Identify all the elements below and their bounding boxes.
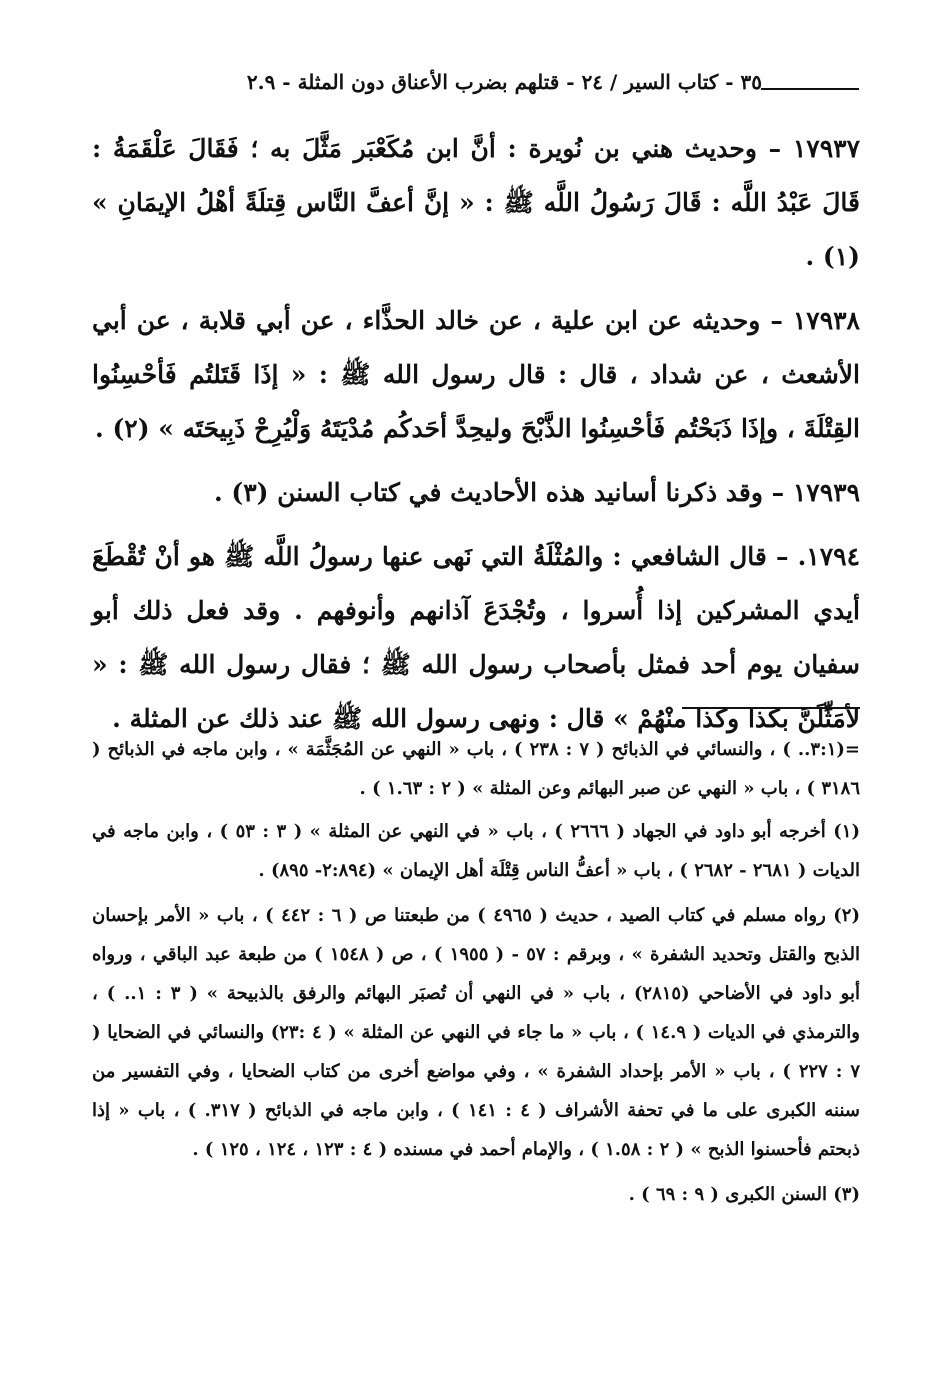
paragraph-text: – قال الشافعي : والمُثْلَةُ التي نَهى عنها رسولُ اللَّه ﷺ هو أنْ تُقْطَعَ أيدي المشركين إذا أُسروا ، وتُجْدَعَ آذانهم وأنوفهم . وقد فعل ذلك أبو سفيان يوم أحد فمثل بأصحاب رسول الله ﷺ ؛ فقال رسول الله ﷺ : « لأمَثِّلَنَّ بكذا وكذا منْهُمْ » قال : ونهى رسول الله ﷺ عند ذلك عن المثلة . bbox=[92, 542, 860, 733]
paragraph-number: ١٧٩٤. bbox=[797, 542, 860, 571]
paragraph-number: ١٧٩٣٧ bbox=[792, 134, 860, 163]
paragraph-text: – وقد ذكرنا أسانيد هذه الأحاديث في كتاب السنن (٣) . bbox=[213, 478, 785, 507]
paragraph-text: – وحديث هني بن نُويرة : أنَّ ابن مُكَعْبَر مَثَّلَ به ؛ فَقَالَ عَلْقَمَةُ : قَالَ عَبْدُ اللَّه : قَالَ رَسُولُ اللَّه ﷺ : « إنَّ أعفَّ النَّاس قِتلَةً أهْلُ الإيمَانِ » (١) . bbox=[92, 134, 860, 271]
footnote-3: (٣) السنن الكبرى ( ٩ : ٦٩ ) . bbox=[628, 1184, 860, 1205]
header-rule bbox=[761, 88, 859, 90]
paragraph-17939 bbox=[92, 466, 860, 520]
footnote-2: (٢) رواه مسلم في كتاب الصيد ، حديث ( ٤٩٦٥ ) من طبعتنا ص ( ٦ : ٤٤٢ ) ، باب « الأمر بإحسان الذبح والقتل وتحديد الشفرة » ، وبرقم : ٥٧ - ( ١٩٥٥ ) ، ص ( ١٥٤٨ ) من طبعة عبد الباقي ، ورواه أبو داود في الأضاحي (٢٨١٥) ، باب « في النهي أن تُصبَر البهائم والرفق بالذبيحة » ( ٣ : ١.. ) ، والترمذي في الديات ( ١٤.٩ ) ، باب « ما جاء في النهي عن المثلة » ( ٤ :٢٣) والنسائي في الضحايا ( ٧ : ٢٢٧ ) ، باب « الأمر بإحداد الشفرة » ، وفي مواضع أخرى من كتاب الضحايا ، وفي التفسير من سننه الكبرى على ما في تحفة الأشراف ( ٤ : ١٤١ ) ، وابن ماجه في الذبائح ( ٣١٧. ) ، باب « إذا ذبحتم فأحسنوا الذبح » ( ٢ : ١.٥٨ ) ، والإمام أحمد في مسنده ( ٤ : ١٢٣ ، ١٢٤ ، ١٢٥ ) . bbox=[92, 905, 861, 1160]
paragraph-17940 bbox=[92, 530, 860, 746]
footnotes bbox=[92, 730, 860, 1220]
paragraph-number: ١٧٩٣٨ bbox=[792, 306, 860, 335]
footnote-rule bbox=[682, 707, 860, 709]
main-text bbox=[92, 122, 860, 756]
paragraph-17937 bbox=[92, 122, 860, 284]
paragraph-number: ١٧٩٣٩ bbox=[792, 478, 860, 507]
paragraph-17938 bbox=[92, 294, 860, 456]
running-header: ٣٥ - كتاب السير / ٢٤ - قتلهم بضرب الأعناق دون المثلة - ٢.٩ bbox=[246, 70, 762, 94]
paragraph-text: – وحديثه عن ابن علية ، عن خالد الحذَّاء ، عن أبي قلابة ، عن أبي الأشعث ، عن شداد ، قال : قال رسول الله ﷺ : « إذَا قَتَلتُم فَأحْسِنُوا القِتْلَةَ ، وإذَا ذَبَحْتُم فَأحْسِنُوا الذَّبْحَ وليحِدَّ أحَدكُم مُدْيَتَهُ وَلْيُرِحْ ذَبِيحَتَه » (٢) . bbox=[92, 306, 860, 443]
footnote-continuation: =(٣:١.. ) ، والنسائي في الذبائح ( ٧ : ٢٣٨ ) ، باب « النهي عن المُجَثَّمَة » ، وابن ماجه في الذبائح ( ٣١٨٦ ) ، باب « النهي عن صبر البهائم وعن المثلة » ( ٢ : ١.٦٣ ) . bbox=[92, 739, 860, 799]
footnote-1: (١) أخرجه أبو داود في الجهاد ( ٢٦٦٦ ) ، باب « في النهي عن المثلة » ( ٣ : ٥٣ ) ، وابن ماجه في الديات ( ٢٦٨١ - ٢٦٨٢ ) ، باب « أعفُّ الناس قِتْلَة أهل الإيمان » (٢:٨٩٤- ٨٩٥) . bbox=[92, 821, 860, 881]
